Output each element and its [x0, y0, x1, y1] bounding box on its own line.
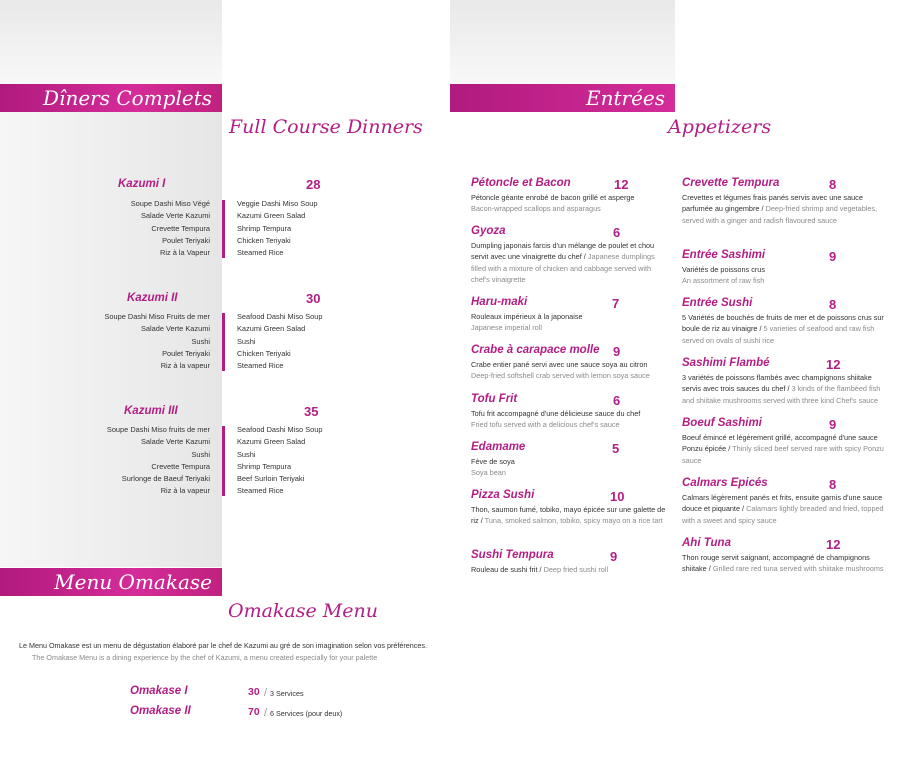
top-left-panel [0, 0, 222, 84]
appetizer-pizza-sushi [471, 489, 671, 527]
list-item: Surlonge de Baeuf Teriyaki [121, 474, 210, 484]
list-item: Soupe Dashi Miso Fruits de mer [104, 312, 210, 321]
list-item: Riz à la vapeur [160, 361, 210, 371]
list-item: Poulet Teriyaki [162, 235, 210, 245]
list-item: Sushi [191, 336, 210, 346]
list-item: Poulet Teriyaki [162, 348, 210, 358]
item-description: Variétés de poissons crus An assortment of raw fish [682, 265, 766, 286]
item-price: 6 [613, 393, 621, 408]
item-name: Calmars Epicés [682, 477, 768, 489]
divider-bar [222, 313, 225, 371]
item-name: Entrée Sashimi [682, 249, 766, 261]
list-item: Salade Verte Kazumi [140, 437, 210, 447]
omakase-2-desc: 6 Services (pour deux) [270, 709, 343, 718]
item-description: Rouleau de sushi frit / Deep fried sushi roll [471, 565, 609, 574]
item-price: 5 [612, 441, 620, 456]
list-item: Sushi [237, 336, 256, 346]
omakase-1-price: 30 [248, 686, 260, 698]
list-item: Steamed Rice [237, 486, 284, 496]
item-description: Tofu frit accompagné d'une délicieuse sauce du chef Fried tofu served with a delicious chef's sauce [471, 409, 641, 430]
title-appetizers: Appetizers [668, 116, 772, 138]
list-item: Sushi [237, 449, 256, 459]
menu-kazumi-2-price: 30 [306, 291, 321, 306]
omakase-1-desc: 3 Services [270, 689, 304, 698]
menu-kazumi-1-fr-list [131, 198, 210, 259]
list-item: Veggie Dashi Miso Soup [237, 199, 318, 208]
item-description: Dumpling japonais farcis d'un mélange de poulet et chou servit avec une vinaigrette du chef / Japanese dumplings filled with a mixture of chicken and cabbage served with chef's vinaigrette [471, 241, 655, 285]
list-item: Chicken Teriyaki [237, 348, 291, 358]
item-description: Rouleaux impérieux à la japonaise Japanese imperial roll [471, 312, 583, 333]
banner-entrees: Entrées [450, 84, 675, 112]
appetizer-crabe-carapace-molle [471, 344, 671, 382]
item-description: Boeuf émincé et légèrement grillé, accompagné d'une sauce Ponzu épicée / Thinly sliced beef served rare with spicy Ponzu sauce [682, 433, 884, 465]
list-item: Beef Surloin Teriyaki [237, 474, 305, 484]
list-item: Riz à la Vapeur [160, 248, 210, 258]
item-name: Pizza Sushi [471, 489, 535, 501]
item-description: Crabe entier pané servi avec une sauce soya au citron Deep-fried softshell crab served with lemon soya sauce [471, 360, 650, 381]
title-full-course-dinners: Full Course Dinners [229, 116, 423, 138]
item-description: 5 Variétés de bouchés de fruits de mer et de poissons crus sur boule de riz au vinaigre / 5 varieties of seafood and raw fish served on ovals of sushi rice [682, 313, 884, 345]
item-name: Tofu Frit [471, 393, 518, 405]
item-price: 6 [613, 225, 621, 240]
menu-kazumi-1-en-list [237, 198, 318, 259]
menu-kazumi-3-en-list [237, 424, 322, 498]
menu-kazumi-1-price: 28 [306, 177, 321, 192]
item-price: 8 [829, 477, 837, 492]
list-item: Sushi [191, 449, 210, 459]
item-description: 3 variétés de poissons flambés avec champignons shiitake servis avec trois sauces du chef / 3 kinds of the flambéed fish and shiitake mushrooms served with three kind Chef's sauce [682, 373, 881, 405]
menu-kazumi-1-name: Kazumi I [118, 178, 166, 190]
appetizer-entree-sushi [682, 297, 888, 346]
omakase-2-separator: / [264, 707, 268, 719]
list-item: Kazumi Green Salad [237, 324, 306, 334]
menu-kazumi-3-fr-list [107, 424, 210, 498]
list-item: Soupe Dashi Miso fruits de mer [106, 425, 210, 434]
title-omakase-menu: Omakase Menu [228, 600, 378, 622]
item-price: 9 [610, 549, 618, 564]
item-price: 12 [826, 537, 841, 552]
menu-kazumi-2-en-list [237, 311, 322, 372]
item-description: Thon rouge servit saignant, accompagné de champignons shiitake / Grilled rare red tuna served with shiitake mushrooms [682, 553, 884, 574]
omakase-2-price: 70 [248, 706, 260, 718]
appetizer-boeuf-sashimi [682, 417, 888, 466]
appetizer-sushi-tempura [471, 549, 666, 575]
item-name: Crevette Tempura [682, 177, 780, 189]
item-name: Ahi Tuna [682, 537, 731, 549]
appetizer-petoncle-bacon [471, 177, 666, 215]
list-item: Seafood Dashi Miso Soup [237, 425, 323, 434]
list-item: Steamed Rice [237, 248, 284, 258]
item-name: Boeuf Sashimi [682, 417, 762, 429]
item-name: Haru-maki [471, 296, 528, 308]
item-price: 9 [613, 344, 621, 359]
divider-bar [222, 426, 225, 496]
list-item: Salade Verte Kazumi [140, 211, 210, 221]
item-name: Entrée Sushi [682, 297, 753, 309]
item-description: Pétoncle géante enrobé de bacon grillé et asperge Bacon-wrapped scallops and asparagus [471, 193, 635, 214]
list-item: Crevette Tempura [151, 223, 210, 233]
list-item: Seafood Dashi Miso Soup [237, 312, 323, 321]
appetizer-sashimi-flambe [682, 357, 888, 406]
banner-diners-complets: Dîners Complets [0, 84, 222, 112]
omakase-1-name: Omakase I [130, 685, 188, 697]
appetizer-tofu-frit [471, 393, 671, 431]
omakase-description-en: The Omakase Menu is a dining experience by the chef of Kazumi, a menu created especially for your palette [32, 653, 378, 662]
appetizer-calmars-epices [682, 477, 888, 526]
list-item: Kazumi Green Salad [237, 211, 306, 221]
list-item: Shrimp Tempura [237, 223, 292, 233]
list-item: Salade Verte Kazumi [140, 324, 210, 334]
appetizer-crevette-tempura [682, 177, 887, 226]
item-description: Crevettes et légumes frais panés servis avec une sauce parfumée au gingembre / Deep-fried shrimp and vegetables, served with a ginger and radish flavoured sauce [682, 193, 878, 225]
item-price: 10 [610, 489, 625, 504]
list-item: Crevette Tempura [151, 461, 210, 471]
item-description: Calmars légèrement panés et frits, ensuite garnis d'une sauce douce et piquante / Calamars lightly breaded and fried, topped with a sweet and spicy sauce [682, 493, 884, 525]
banner-menu-omakase: Menu Omakase [0, 568, 222, 596]
top-right-panel [450, 0, 675, 84]
omakase-2-name: Omakase II [130, 705, 191, 717]
item-description: Fève de soya Soya bean [471, 457, 515, 478]
omakase-1-separator: / [264, 687, 268, 699]
list-item: Soupe Dashi Miso Végé [130, 199, 210, 208]
item-price: 7 [612, 296, 620, 311]
item-name: Pétoncle et Bacon [471, 177, 571, 189]
item-price: 12 [826, 357, 841, 372]
omakase-description-fr: Le Menu Omakase est un menu de dégustation élaboré par le chef de Kazumi au gré de son imagination selon vos préférences. [19, 641, 427, 650]
appetizer-ahi-tuna [682, 537, 888, 575]
menu-kazumi-2-fr-list [104, 311, 210, 372]
list-item: Riz à la vapeur [160, 486, 210, 496]
menu-kazumi-3-price: 35 [304, 404, 319, 419]
menu-kazumi-3-name: Kazumi III [124, 405, 178, 417]
item-name: Gyoza [471, 225, 506, 237]
item-price: 8 [829, 297, 837, 312]
item-price: 12 [614, 177, 629, 192]
item-price: 9 [829, 417, 837, 432]
list-item: Shrimp Tempura [237, 461, 292, 471]
item-price: 9 [829, 249, 837, 264]
appetizer-gyoza [471, 225, 671, 286]
divider-bar [222, 200, 225, 258]
appetizer-entree-sashimi [682, 249, 887, 287]
list-item: Steamed Rice [237, 361, 284, 371]
item-name: Crabe à carapace molle [471, 344, 600, 356]
item-price: 8 [829, 177, 837, 192]
item-name: Sashimi Flambé [682, 357, 770, 369]
item-description: Thon, saumon fumé, tobiko, mayo épicée sur une galette de riz / Tuna, smoked salmon, tobiko, spicy mayo on a rice tart [471, 505, 666, 526]
list-item: Kazumi Green Salad [237, 437, 306, 447]
list-item: Chicken Teriyaki [237, 235, 291, 245]
item-name: Edamame [471, 441, 526, 453]
appetizer-edamame [471, 441, 666, 479]
item-name: Sushi Tempura [471, 549, 554, 561]
appetizer-haru-maki [471, 296, 666, 334]
menu-kazumi-2-name: Kazumi II [127, 292, 178, 304]
